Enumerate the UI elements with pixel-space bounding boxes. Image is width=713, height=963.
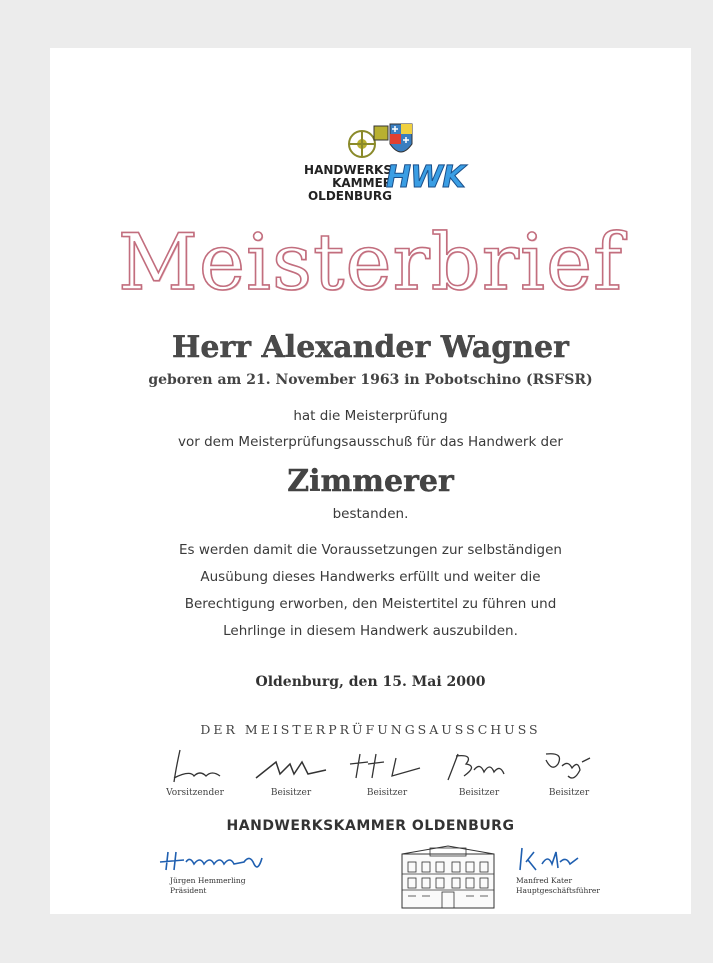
handwritten-signature	[154, 844, 284, 872]
logo-line-1: HANDWERKS	[304, 163, 392, 177]
director-name: Manfred Kater	[516, 876, 573, 885]
signature-assessor-4	[524, 748, 614, 798]
president-role: Präsident	[170, 886, 207, 895]
handwritten-signature	[516, 844, 636, 872]
exam-line-1: hat die Meisterprüfung	[293, 408, 448, 424]
guild-coat-of-arms-icon	[346, 120, 416, 164]
certificate-title: Meisterbrief	[118, 218, 623, 308]
logo-line-3: OLDENBURG	[307, 189, 392, 203]
birth-details: geboren am 21. November 1963 in Pobotschino (RSFSR)	[148, 372, 593, 388]
logo-wordmark	[300, 164, 392, 203]
logo-line-2: KAMMER	[332, 176, 392, 190]
signature-assessor-1	[246, 748, 336, 798]
place-and-date: Oldenburg, den 15. Mai 2000	[255, 674, 486, 690]
exam-line-2: vor dem Meisterprüfungsausschuß für das Handwerk der	[178, 434, 563, 450]
signature-label: Beisitzer	[458, 788, 500, 798]
rights-line-2: Ausübung dieses Handwerks erfüllt und weiter die	[200, 569, 541, 585]
passed-text: bestanden.	[332, 506, 409, 522]
signature-label: Beisitzer	[366, 788, 408, 798]
president-name: Jürgen Hemmerling	[170, 876, 246, 885]
handwritten-signature	[434, 748, 524, 784]
rights-line-1: Es werden damit die Voraussetzungen zur selbständigen	[179, 542, 562, 558]
signature-assessor-2	[342, 748, 432, 798]
signature-chairman	[150, 748, 240, 798]
chamber-building-icon	[400, 844, 496, 910]
trade-name: Zimmerer	[287, 464, 454, 499]
handwritten-signature	[150, 748, 240, 784]
president-signature-block	[154, 844, 284, 894]
committee-heading: DER MEISTERPRÜFUNGSAUSSCHUSS	[200, 722, 541, 737]
signature-label: Beisitzer	[548, 788, 590, 798]
handwritten-signature	[524, 748, 614, 784]
logo-hwk-mark: HWK	[386, 160, 465, 195]
rights-line-3: Berechtigung erworben, den Meistertitel zu führen und	[184, 596, 557, 612]
rights-line-4: Lehrlinge in diesem Handwerk auszubilden.	[223, 623, 518, 639]
signature-assessor-3	[434, 748, 524, 798]
handwritten-signature	[246, 748, 336, 784]
handwritten-signature	[342, 748, 432, 784]
signature-label: Beisitzer	[270, 788, 312, 798]
chamber-logo	[300, 120, 470, 208]
recipient-name: Herr Alexander Wagner	[172, 330, 569, 365]
director-role: Hauptgeschäftsführer	[516, 886, 600, 895]
certificate-sheet	[50, 48, 691, 914]
chamber-name: HANDWERKSKAMMER OLDENBURG	[226, 818, 515, 834]
director-signature-block	[516, 844, 636, 894]
signature-label: Vorsitzender	[166, 788, 224, 798]
